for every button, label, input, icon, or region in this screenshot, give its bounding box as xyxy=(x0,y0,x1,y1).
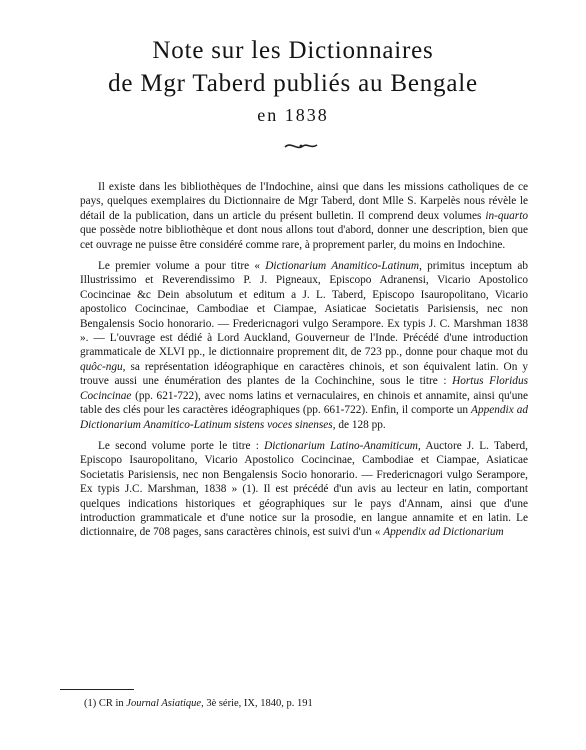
italic-text: quôc-ngu xyxy=(80,360,123,373)
text-run: , sa représentation idéographique en caractères chinois, et son équivalent latin. On y trouve aussi une énumération des plantes de la Cochinchine, sous le titre : xyxy=(80,360,528,388)
text-run: (1) CR in xyxy=(84,698,127,709)
italic-text: Appendix ad Dictionarium xyxy=(383,526,504,539)
title-line-2: de Mgr Taberd publiés au Bengale xyxy=(108,70,478,97)
title-line-3: en 1838 xyxy=(257,105,329,125)
italic-text: in-quarto xyxy=(485,209,528,222)
text-run: , primitus inceptum ab Illustrissimo et Reverendissimo P. J. Pigneaux, Episcopo Adranensi, Vicario Apostolico Cocincinae &c Dein absolutum et editum a J. L. Taberd, Episcopo Isauropolitano, Vicario apostolico Cocincinae, Cambodiae et Ciampae, Asiaticae Societatis Parisiensis, nec non Bengalensis Socio honorario. — Fredericnagori vulgo Serampore. Ex typis J. C. Marshman 1838 ». — L'ouvrage est dédié à Lord Auckland, Gouverneur de l'Inde. Précédé d'une introduction grammaticale de XLVI pp., le dictionnaire proprement dit, de 723 pp., donne pour chaque mot du xyxy=(80,260,529,359)
italic-text: Appendix ad Dictionarium Anamitico-Latinum sistens voces sinenses xyxy=(80,404,528,431)
text-run: Il existe dans les bibliothèques de l'Indochine, ainsi que dans les missions catholiques de ce pays, quelques exemplaires du Dictionnaire de Mgr Taberd, dont Mlle S. Karpelès nous révèle le détail de la publication, dans un article du présent bulletin. Il comprend deux volumes xyxy=(80,181,528,222)
paragraph xyxy=(80,439,528,540)
footnote-rule xyxy=(60,689,134,690)
title-block xyxy=(0,34,586,130)
footnote xyxy=(84,697,524,711)
text-run: (pp. 621-722), avec noms latins et vernaculaires, en chinois et annamite, ainsi qu'une table des clés pour les caractères idéographiques (pp. 661-722). Enfin, il comporte un xyxy=(80,389,528,417)
italic-text: Journal Asiatique xyxy=(126,698,202,709)
italic-text: Dictionarium Latino-Anamiticum xyxy=(264,439,418,452)
paragraph xyxy=(80,259,528,432)
body-text xyxy=(80,180,528,547)
italic-text: Dictionarium Anamitico-Latinum xyxy=(265,260,420,273)
italic-text: Hortus Floridus Cocincinae xyxy=(80,375,528,402)
text-run: , Auctore J. L. Taberd, Episcopo Isauropolitano, Vicario Apostolico Cocincinae, Cambodiae et Ciampae, Asiaticae Societatis Parisiensis, nec non Bengalensis Socio honorario. — Fredericnagori vulgo Serampore, Ex typis J.C. Marshman, 1838 » (1). Il est précédé d'un avis au lecteur en latin, comportant quelques indications historiques et géographiques sur le pays d'Annam, ainsi que d'une introduction grammaticale et d'une notice sur la prosodie, en langue annamite et en latin. Le dictionnaire, de 708 pages, sans caractères chinois, est suivi d'un « xyxy=(80,439,528,539)
text-run: Le second volume porte le titre : xyxy=(98,439,265,452)
paragraph xyxy=(80,180,528,252)
text-run: , de 128 pp. xyxy=(332,418,386,431)
text-run: Le premier volume a pour titre « xyxy=(98,260,266,273)
title-line-1: Note sur les Dictionnaires xyxy=(152,37,434,64)
text-run: , 3è série, IX, 1840, p. 191 xyxy=(201,698,313,709)
ornament-flourish-icon xyxy=(283,140,319,152)
text-run: que possède notre bibliothèque et dont nous allons tout d'abord, donner une description, bien que cet ouvrage ne puisse être considéré comme rare, à proprement parler, du moins en Indochine. xyxy=(80,224,528,251)
